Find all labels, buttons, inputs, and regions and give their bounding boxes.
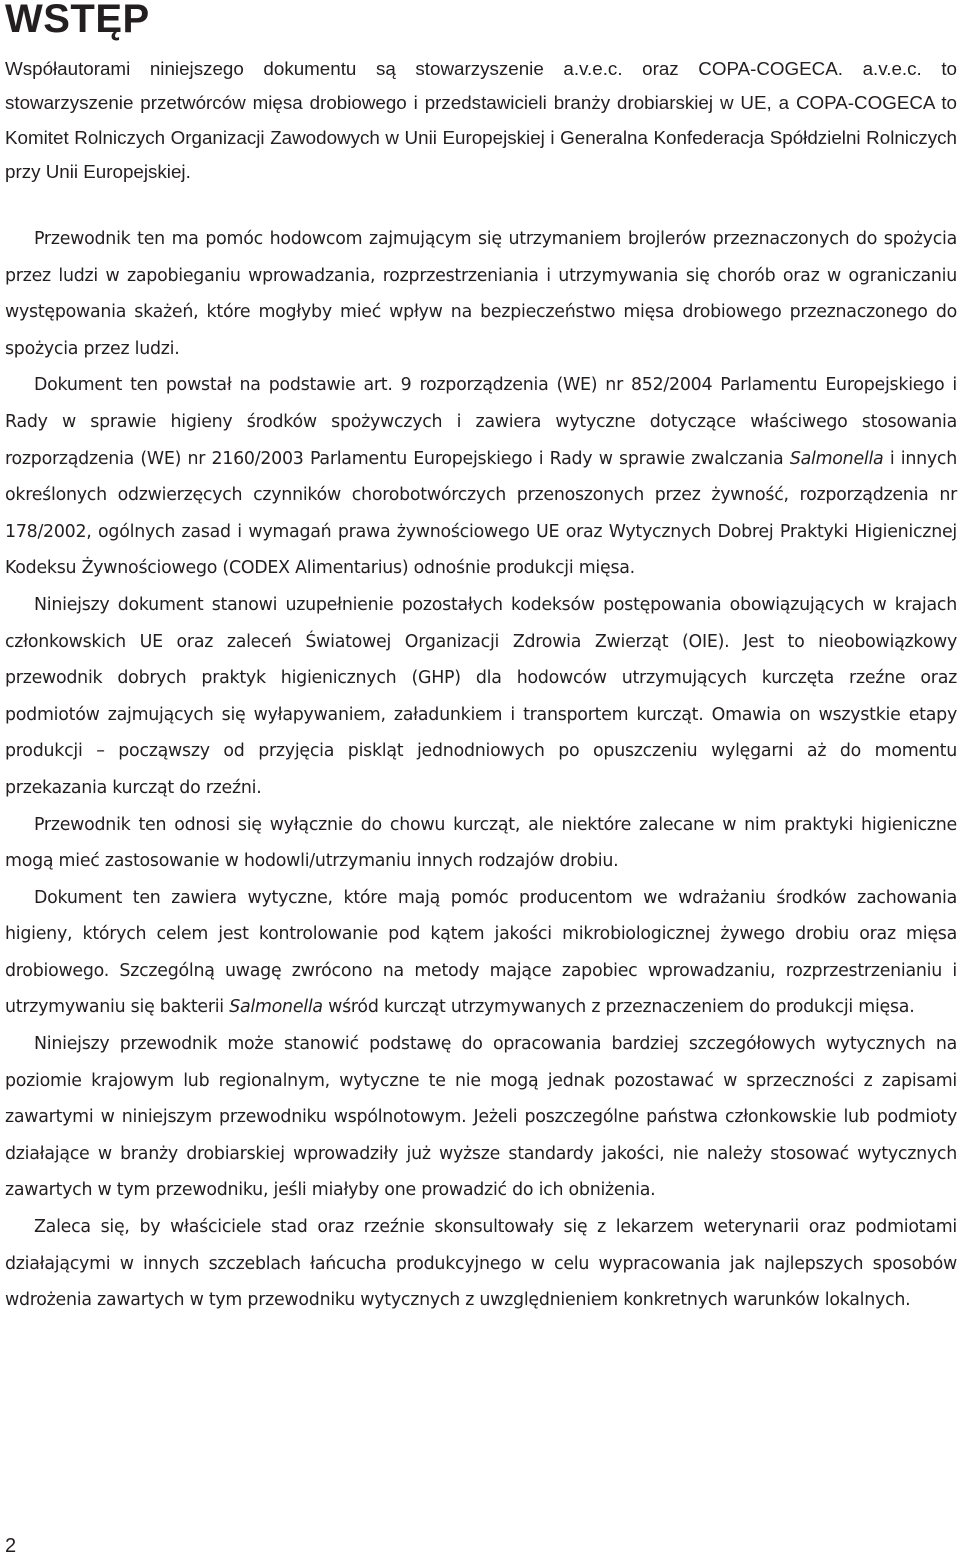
paragraph-hygiene-measures xyxy=(5,880,957,1026)
paragraph-national-guidelines: Niniejszy przewodnik może stanowić podstawę do opracowania bardziej szczegółowych wytycznych na poziomie krajowym lub regionalnym, wytyczne te nie mogą jednak pozostawać w sprzeczności z zapisami zawartymi w niniejszym przewodniku wspólnotowym. Jeżeli poszczególne państwa członkowskie lub podmioty działające w branży drobiarskiej wprowadziły już wyższe standardy jakości, nie należy stosować wytycznych zawartych w tym przewodniku, jeśli miałyby one prowadzić do ich obniżenia. xyxy=(5,1034,957,1201)
section-heading: WSTĘP xyxy=(5,0,150,41)
paragraph-recommendation: Zaleca się, by właściciele stad oraz rzeźnie skonsultowały się z lekarzem weterynarii oraz podmiotami działającymi w innych szczeblach łańcucha produkcyjnego w celu wypracowania jak najlepszych sposobów wdrożenia zawartych w tym przewodniku wytycznych z uwzględnieniem konkretnych warunków lokalnych. xyxy=(5,1217,957,1311)
intro-paragraph: Współautorami niniejszego dokumentu są stowarzyszenie a.v.e.c. oraz COPA-COGECA. a.v.e.c. to stowarzyszenie przetwórców mięsa drobiowego i przedstawicieli branży drobiarskiej w UE, a COPA-COGECA to Komitet Rolniczych Organizacji Zawodowych w Unii Europejskiej i Generalna Konfederacja Spółdzielni Rolniczych przy Unii Europejskiej. xyxy=(5,58,957,182)
paragraph-hygiene-measures-text-1: Dokument ten zawiera wytyczne, które mają pomóc producentom we wdrażaniu środków zachowania higieny, których celem jest kontrolowanie pod kątem jakości mikrobiologicznej żywego drobiu oraz mięsa drobiowego. Szczególną uwagę zwrócono na metody mające zapobiec wprowadzaniu, rozprzestrzenianiu i utrzymywaniu się bakterii xyxy=(5,887,957,1018)
paragraph-legal-basis-text-2: i innych określonych odzwierzęcych czynników chorobotwórczych przenoszonych przez żywność, rozporządzenia nr 178/2002, ogólnych zasad i wymagań prawa żywnościowego UE oraz Wytycznych Dobrej Praktyki Higienicznej Kodeksu Żywnościowego (CODEX Alimentarius) odnośnie produkcji mięsa. xyxy=(5,448,957,579)
paragraph-applicability: Przewodnik ten odnosi się wyłącznie do chowu kurcząt, ale niektóre zalecane w nim praktyki higieniczne mogą mieć zastosowanie w hodowli/utrzymaniu innych rodzajów drobiu. xyxy=(5,814,957,872)
page-number: 2 xyxy=(5,1535,17,1557)
paragraph-legal-basis-text-1: Dokument ten powstał na podstawie art. 9 rozporządzenia (WE) nr 852/2004 Parlamentu Europejskiego i Rady w sprawie higieny środków spożywczych i zawiera wytyczne dotyczące właściwego stosowania rozporządzenia (WE) nr 2160/2003 Parlamentu Europejskiego i Rady w sprawie zwalczania xyxy=(5,375,957,469)
salmonella-italic: Salmonella xyxy=(229,997,323,1018)
body-text xyxy=(5,221,957,1319)
paragraph-hygiene-measures-text-2: wśród kurcząt utrzymywanych z przeznaczeniem do produkcji mięsa. xyxy=(322,997,915,1018)
paragraph-legal-basis xyxy=(5,367,957,587)
paragraph-purpose: Przewodnik ten ma pomóc hodowcom zajmującym się utrzymaniem brojlerów przeznaczonych do spożycia przez ludzi w zapobieganiu wprowadzania, rozprzestrzeniania i utrzymywania się chorób oraz w ograniczaniu występowania skażeń, które mogłyby mieć wpływ na bezpieczeństwo mięsa drobiowego przeznaczonego do spożycia przez ludzi. xyxy=(5,229,957,359)
paragraph-scope: Niniejszy dokument stanowi uzupełnienie pozostałych kodeksów postępowania obowiązujących w krajach członkowskich UE oraz zaleceń Światowej Organizacji Zdrowia Zwierząt (OIE). Jest to nieobowiązkowy przewodnik dobrych praktyk higienicznych (GHP) dla hodowców utrzymujących kurczęta rzeźne oraz podmiotów zajmujących się wyłapywaniem, załadunkiem i transportem kurcząt. Omawia on wszystkie etapy produkcji – począwszy od przyjęcia piskląt jednodniowych po opuszczeniu wylęgarni aż do momentu przekazania kurcząt do rzeźni. xyxy=(5,594,957,798)
salmonella-italic: Salmonella xyxy=(789,448,884,469)
